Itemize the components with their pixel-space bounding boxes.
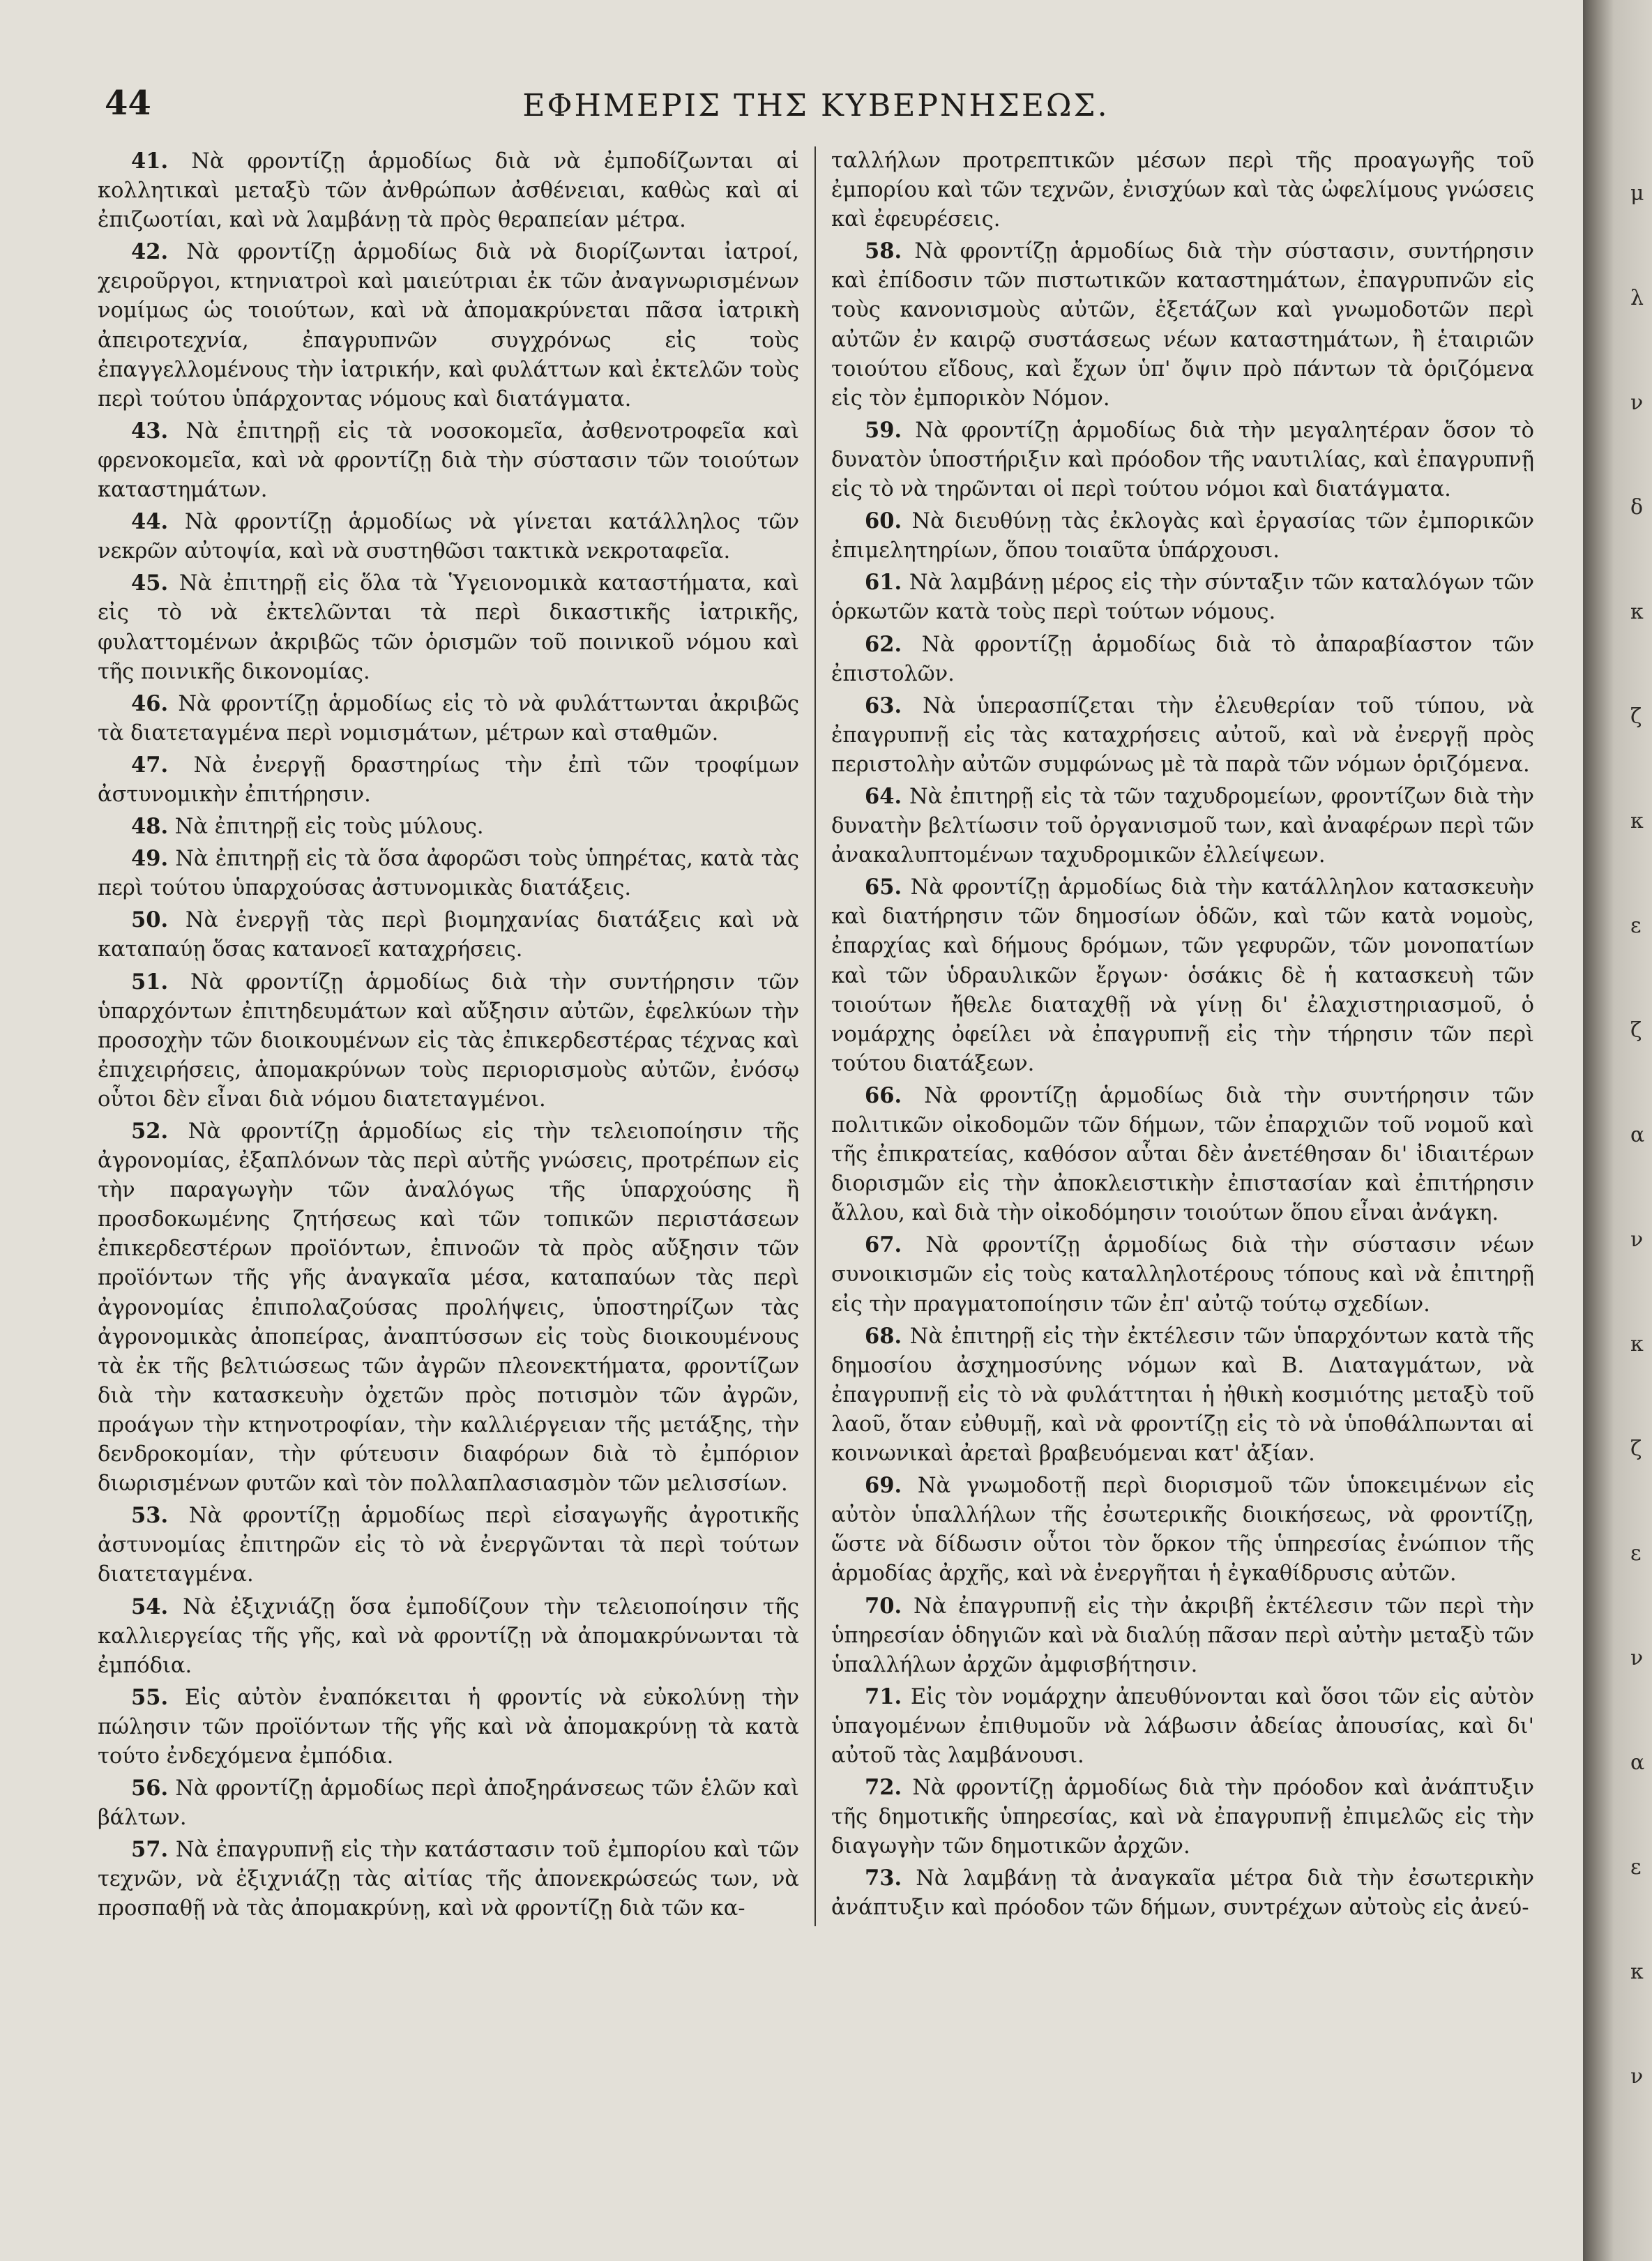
article-number: 54. — [131, 1594, 169, 1619]
article-number: 41. — [131, 149, 169, 174]
article-text: Νὰ φροντίζῃ ἁρμοδίως περὶ ἀποξηράνσεως τῶν ἑλῶν καὶ βάλτων. — [98, 1776, 799, 1831]
article-text: Νὰ ἐπιτηρῇ εἰς τὰ τῶν ταχυδρομείων, φροντίζων διὰ τὴν δυνατὴν βελτίωσιν τοῦ ὀργανισμοῦ των, καὶ ἀναφέρων περὶ τῶν ἀνακαλυπτομένων ταχυδρομικῶν ἐλλείψεων. — [831, 784, 1534, 868]
margin-fragment: ε — [1630, 914, 1642, 938]
article-paragraph — [98, 689, 799, 748]
article-paragraph — [831, 1230, 1534, 1319]
margin-fragment: ν — [1630, 2064, 1644, 2089]
article-number: 50. — [131, 907, 169, 933]
article-text: Νὰ λαμβάνῃ μέρος εἰς τὴν σύνταξιν τῶν καταλόγων τῶν ὁρκωτῶν κατὰ τοὺς περὶ τούτων νόμους. — [831, 570, 1534, 625]
margin-fragment: κ — [1630, 1960, 1644, 1984]
article-text: Νὰ ὑπερασπίζεται τὴν ἐλευθερίαν τοῦ τύπου, νὰ ἐπαγρυπνῇ εἰς τὰς καταχρήσεις αὐτοῦ, καὶ νὰ ἐνεργῇ πρὸς περιστολὴν αὐτῶν συμφώνως μὲ τὰ παρὰ τῶν νόμων ὁριζόμενα. — [831, 693, 1534, 777]
article-text: Νὰ φροντίζῃ ἁρμοδίως εἰς τὴν τελειοποίησιν τῆς ἀγρονομίας, ἐξαπλόνων τὰς περὶ αὐτῆς γνώσεις, προτρέπων εἰς τὴν παραγωγὴν τῶν ἀναλόγως τῆς ὑπαρχούσης ἢ προσδοκωμένης ζητήσεως καὶ τῶν τοπικῶν περιστάσεων ἐπικερδεστέρων προϊόντων, ἐπινοῶν τὰ πρὸς αὔξησιν τῶν προϊόντων τῆς γῆς ἀναγκαῖα μέσα, καταπαύων τὰς περὶ ἀγρονομίας ἐπιπολαζούσας προλήψεις, ὑποστηρίζων τὰς ἀγρονομικὰς ἀποπείρας, ἀναπτύσσων εἰς τοὺς διοικουμένους τὰ ἐκ τῆς βελτιώσεως τῶν ἀγρῶν πλεονεκτήματα, φροντίζων διὰ τὴν κατασκευὴν ὀχετῶν πρὸς ποτισμὸν τῶν ἀγρῶν, προάγων τὴν κτηνοτροφίαν, τὴν καλλιέργειαν τῆς μετάξης, τὴν δενδροκομίαν, τὴν φύτευσιν διαφόρων διὰ τὸ ἐμπόριον διωρισμένων φυτῶν καὶ τὸν πολλαπλασιασμὸν τῶν μελισσίων. — [98, 1119, 799, 1497]
article-paragraph — [98, 568, 799, 686]
article-number: 65. — [865, 875, 902, 900]
margin-fragment: α — [1630, 1123, 1645, 1147]
article-number: 63. — [865, 693, 902, 718]
article-number: 47. — [131, 752, 169, 778]
margin-fragment: ε — [1630, 1541, 1642, 1566]
article-text: Νὰ διευθύνῃ τὰς ἐκλογὰς καὶ ἐργασίας τῶν ἐμπορικῶν ἐπιμελητηρίων, ὅπου τοιαῦτα ὑπάρχουσι. — [831, 509, 1534, 564]
article-text: Νὰ φροντίζῃ ἁρμοδίως διὰ τὴν συντήρησιν τῶν ὑπαρχόντων ἐπιτηδευμάτων καὶ αὔξησιν αὐτῶν, ἑφελκύων τὴν προσοχὴν τῶν διοικουμένων εἰς τὰς ἐπικερδεστέρας τέχνας καὶ ἐπιχειρήσεις, ἀπομακρύνων τοὺς περιορισμοὺς αὐτῶν, ἐνόσῳ οὗτοι δὲν εἶναι διὰ νόμου διατεταγμένοι. — [98, 969, 799, 1112]
margin-fragment: ζ — [1630, 1018, 1642, 1043]
article-text: Νὰ φροντίζῃ ἁρμοδίως περὶ εἰσαγωγῆς ἀγροτικῆς ἀστυνομίας ἐπιτηρῶν εἰς τὸ νὰ ἐνεργῶνται τὰ περὶ τούτων διατεταγμένα. — [98, 1504, 799, 1587]
article-text: Νὰ φροντίζῃ ἁρμοδίως διὰ τὴν πρόοδον καὶ ἀνάπτυξιν τῆς δημοτικῆς ὑπηρεσίας, καὶ νὰ ἐπαγρυπνῇ ἐπιμελῶς εἰς τὴν διαγωγὴν τῶν δημοτικῶν ἀρχῶν. — [831, 1776, 1534, 1859]
margin-fragment: ζ — [1630, 1437, 1642, 1461]
article-text: Νὰ φροντίζῃ ἁρμοδίως διὰ τὴν σύστασιν νέων συνοικισμῶν εἰς τοὺς καταλληλοτέρους τόπους καὶ νὰ ἐπιτηρῇ εἰς τὴν πραγματοποίησιν τῶν ἐπ' αὐτῷ τούτῳ σχεδίων. — [831, 1233, 1534, 1317]
article-number: 45. — [131, 570, 169, 596]
article-paragraph — [98, 146, 799, 235]
article-paragraph — [831, 146, 1534, 234]
article-paragraph — [831, 1682, 1534, 1771]
text-columns — [98, 146, 1534, 1926]
article-number: 70. — [865, 1593, 902, 1619]
article-text: Νὰ ἐπαγρυπνῇ εἰς τὴν κατάστασιν τοῦ ἐμπορίου καὶ τῶν τεχνῶν, νὰ ἐξιχνιάζῃ τὰς αἰτίας τῆς ἀπονεκρώσεώς των, νὰ προσπαθῇ νὰ τὰς ἀπομακρύνῃ, καὶ νὰ φροντίζῃ διὰ τῶν κα- — [98, 1838, 799, 1921]
article-number: 60. — [865, 508, 902, 534]
article-paragraph — [98, 416, 799, 505]
article-number: 42. — [131, 239, 169, 265]
article-number: 68. — [865, 1323, 902, 1349]
article-number: 72. — [865, 1775, 902, 1801]
margin-fragment: κ — [1630, 600, 1644, 624]
article-text: Νὰ φροντίζῃ ἁρμοδίως διὰ τὴν κατάλληλον κατασκευὴν καὶ διατήρησιν τῶν δημοσίων ὁδῶν, καὶ τῶν κατὰ νομοὺς, ἐπαρχίας καὶ δήμους δρόμων, τῶν γεφυρῶν, τῶν μονοπατίων καὶ τῶν ὑδραυλικῶν ἔργων· ὁσάκις δὲ ἡ κατασκευὴ τῶν τοιούτων ἤθελε διαταχθῇ νὰ γίνῃ δι' ἐλαχιστηριασμοῦ, ὁ νομάρχης ὀφείλει νὰ ἐπαγρυπνῇ εἰς τὴν τήρησιν τῶν περὶ τούτου διατάξεων. — [831, 875, 1534, 1076]
article-paragraph — [831, 1591, 1534, 1680]
article-number: 62. — [865, 631, 902, 657]
article-number: 56. — [131, 1776, 169, 1801]
margin-fragment: α — [1630, 1750, 1645, 1775]
article-paragraph — [831, 568, 1534, 627]
article-text: Νὰ ἐπιτηρῇ εἰς τὴν ἐκτέλεσιν τῶν ὑπαρχόντων κατὰ τῆς δημοσίου ἀσχημοσύνης νόμων καὶ Β. Διαταγμάτων, νὰ ἐπαγρυπνῇ εἰς τὸ νὰ φυλάττηται ἡ ἠθικὴ κοσμιότης μεταξὺ τοῦ λαοῦ, ὅταν εὐθυμῇ, καὶ νὰ φροντίζῃ εἰς τὸ νὰ ὑποθάλπωνται αἱ κοινωνικαὶ ἀρεταὶ βραβευόμεναι κατ' ἀξίαν. — [831, 1324, 1534, 1467]
article-paragraph — [831, 506, 1534, 566]
article-paragraph — [98, 905, 799, 965]
article-paragraph — [98, 812, 799, 842]
article-text: Νὰ ἐνεργῇ δραστηρίως τὴν ἐπὶ τῶν τροφίμων ἀστυνομικὴν ἐπιτήρησιν. — [98, 753, 799, 807]
left-column — [98, 146, 816, 1926]
article-text: Νὰ ἐπιτηρῇ εἰς ὅλα τὰ Ὑγειονομικὰ καταστήματα, καὶ εἰς τὸ νὰ ἐκτελῶνται τὰ περὶ δικαστικῆς ἰατρικῆς, φυλαττομένων ἀκριβῶς τῶν ὁρισμῶν τοῦ ποινικοῦ νόμου καὶ τῆς ποινικῆς δικονομίας. — [98, 571, 800, 684]
article-paragraph — [831, 1863, 1534, 1923]
article-number: 49. — [131, 846, 169, 872]
article-number: 71. — [865, 1684, 902, 1709]
page-number: 44 — [105, 84, 151, 123]
article-paragraph — [831, 630, 1534, 689]
article-paragraph — [831, 1322, 1534, 1469]
margin-fragment: ν — [1630, 391, 1644, 415]
article-paragraph — [831, 1081, 1534, 1228]
margin-fragment: κ — [1630, 1332, 1644, 1356]
article-number: 44. — [131, 509, 169, 535]
article-paragraph — [98, 1501, 799, 1589]
article-number: 55. — [131, 1684, 169, 1710]
article-paragraph — [98, 844, 799, 903]
article-number: 53. — [131, 1503, 169, 1529]
margin-fragment: ε — [1630, 1855, 1642, 1880]
article-paragraph — [831, 872, 1534, 1079]
article-number: 48. — [131, 814, 169, 840]
article-paragraph — [831, 782, 1534, 870]
article-number: 69. — [865, 1473, 902, 1499]
article-number: 51. — [131, 969, 169, 995]
article-number: 73. — [865, 1866, 902, 1891]
margin-fragment: λ — [1630, 286, 1644, 310]
article-text: Νὰ ἐνεργῇ τὰς περὶ βιομηχανίας διατάξεις καὶ νὰ καταπαύῃ ὅσας κατανοεῖ καταχρήσεις. — [98, 908, 799, 962]
article-text: Νὰ φροντίζῃ ἁρμοδίως διὰ τὸ ἀπαραβίαστον τῶν ἐπιστολῶν. — [831, 632, 1534, 686]
page-header — [98, 84, 1534, 146]
article-paragraph — [831, 1471, 1534, 1589]
article-text: Νὰ φροντίζῃ ἁρμοδίως διὰ νὰ διορίζωνται ἰατροί, χειροῦργοι, κτηνιατροὶ καὶ μαιεύτριαι ἐκ τῶν ἀναγνωρισμένων νομίμως ὡς τοιούτων, καὶ νὰ ἀπομακρύνεται πᾶσα ἰατρικὴ ἀπειροτεχνία, ἐπαγρυπνῶν συγχρόνως εἰς τοὺς ἐπαγγελλομένους τὴν ἰατρικήν, καὶ φυλάττων καὶ ἐκτελῶν τοὺς περὶ τούτου ὑπάρχοντας νόμους καὶ διατάγματα. — [98, 240, 799, 411]
margin-fragment: κ — [1630, 809, 1644, 833]
margin-fragment: ν — [1630, 1646, 1644, 1670]
article-number: 61. — [865, 570, 902, 596]
article-text: Νὰ ἐπαγρυπνῇ εἰς τὴν ἀκριβῆ ἐκτέλεσιν τῶν περὶ τὴν ὑπηρεσίαν ὁδηγιῶν καὶ νὰ διαλύῃ πᾶσαν περὶ αὐτὴν μεταξὺ τῶν ὑπαλλήλων ἀρχῶν ἀμφισβήτησιν. — [831, 1594, 1534, 1677]
article-paragraph — [98, 237, 799, 414]
article-paragraph — [98, 1683, 799, 1771]
article-number: 43. — [131, 418, 169, 444]
article-paragraph — [98, 1117, 799, 1499]
article-number: 66. — [865, 1082, 902, 1108]
facing-page-fragments — [1625, 0, 1652, 2261]
article-number: 52. — [131, 1119, 169, 1144]
right-column — [816, 146, 1534, 1926]
article-paragraph — [98, 967, 799, 1114]
article-text: ταλλήλων προτρεπτικῶν μέσων περὶ τῆς προαγωγῆς τοῦ ἐμπορίου καὶ τῶν τεχνῶν, ἐνισχύων καὶ τὰς ὠφελίμους γνώσεις καὶ ἐφευρέσεις. — [831, 149, 1534, 232]
margin-fragment: δ — [1630, 495, 1644, 520]
article-number: 46. — [131, 690, 169, 716]
article-text: Νὰ ἐπιτηρῇ εἰς τὰ νοσοκομεῖα, ἀσθενοτροφεῖα καὶ φρενοκομεῖα, καὶ νὰ φροντίζῃ διὰ τὴν σύστασιν τῶν τοιούτων καταστημάτων. — [98, 418, 799, 503]
article-text: Νὰ φροντίζῃ ἁρμοδίως εἰς τὸ νὰ φυλάττωνται ἀκριβῶς τὰ διατεταγμένα περὶ νομισμάτων, μέτρων καὶ σταθμῶν. — [98, 691, 799, 746]
article-paragraph — [98, 1835, 799, 1923]
article-number: 58. — [865, 239, 902, 264]
journal-title: ΕΦΗΜΕΡΙΣ ΤΗΣ ΚΥΒΕΡΝΗΣΕΩΣ. — [522, 88, 1109, 123]
article-text: Νὰ φροντίζῃ ἁρμοδίως διὰ τὴν μεγαλητέραν ὅσον τὸ δυνατὸν ὑποστήριξιν καὶ πρόοδον τῆς ναυτιλίας, καὶ ἐπαγρυπνῇ εἰς τὸ νὰ τηρῶνται οἱ περὶ τούτου νόμοι καὶ διατάγματα. — [831, 418, 1534, 502]
margin-fragment: ν — [1630, 1227, 1644, 1252]
article-paragraph — [831, 416, 1534, 504]
article-text: Νὰ φροντίζῃ ἁρμοδίως νὰ γίνεται κατάλληλος τῶν νεκρῶν αὐτοψία, καὶ νὰ συστηθῶσι τακτικὰ νεκροταφεῖα. — [98, 510, 799, 564]
article-text: Νὰ φροντίζῃ ἁρμοδίως διὰ τὴν συντήρησιν τῶν πολιτικῶν οἰκοδομῶν τῶν δήμων, τῶν ἐπαρχιῶν τοῦ νομοῦ καὶ τῆς ἐπικρατείας, καθόσον αὗται δὲν ἀνετέθησαν δι' ἰδιαιτέρων διορισμῶν εἰς τὴν ἀποκλειστικὴν ἐπιστασίαν καὶ ἐπιτήρησιν ἄλλου, καὶ διὰ τὴν οἰκοδόμησιν τοιούτων ὅπου εἶναι ἀνάγκη. — [831, 1083, 1534, 1226]
article-number: 64. — [865, 783, 902, 809]
article-text: Νὰ γνωμοδοτῇ περὶ διορισμοῦ τῶν ὑποκειμένων εἰς αὐτὸν ὑπαλλήλων τῆς ἐσωτερικῆς διοικήσεως, νὰ φροντίζῃ, ὥστε νὰ δίδωσιν οὗτοι τὸν ὅρκον τῆς ὑπηρεσίας ἐνώπιον τῆς ἁρμοδίας ἀρχῆς, καὶ νὰ ἐνεργῆται ἡ ἐγκαθίδρυσις αὐτῶν. — [831, 1474, 1534, 1587]
article-number: 57. — [131, 1837, 169, 1863]
article-paragraph — [98, 750, 799, 810]
article-text: Εἰς αὐτὸν ἐναπόκειται ἡ φροντίς νὰ εὐκολύνῃ τὴν πώλησιν τῶν προϊόντων τῆς γῆς καὶ νὰ ἀπομακρύνῃ τὰ κατὰ τούτο ἐνδεχόμενα ἐμπόδια. — [98, 1685, 800, 1769]
article-number: 67. — [865, 1232, 902, 1258]
margin-fragment: μ — [1630, 181, 1644, 206]
article-paragraph — [831, 1773, 1534, 1861]
article-text: Νὰ ἐπιτηρῇ εἰς τὰ ὅσα ἀφορῶσι τοὺς ὑπηρέτας, κατὰ τὰς περὶ τούτου ὑπαρχούσας ἀστυνομικὰς διατάξεις. — [98, 847, 799, 901]
article-paragraph — [831, 236, 1534, 414]
article-text: Νὰ ἐπιτηρῇ εἰς τοὺς μύλους. — [174, 815, 484, 840]
article-paragraph — [98, 1592, 799, 1681]
article-paragraph — [831, 691, 1534, 780]
article-paragraph — [98, 1774, 799, 1833]
article-number: 59. — [865, 417, 902, 443]
article-paragraph — [98, 507, 799, 566]
article-text: Νὰ λαμβάνῃ τὰ ἀναγκαῖα μέτρα διὰ τὴν ἐσωτερικὴν ἀνάπτυξιν καὶ πρόοδον τῶν δήμων, συντρέχων αὐτοὺς εἰς ἀνεύ- — [831, 1866, 1534, 1921]
article-text: Νὰ φροντίζῃ ἁρμοδίως διὰ τὴν σύστασιν, συντήρησιν καὶ ἐπίδοσιν τῶν πιστωτικῶν καταστημάτων, ἐπαγρυπνῶν εἰς τοὺς κανονισμοὺς αὐτῶν, ἐξετάζων καὶ γνωμοδοτῶν περὶ αὐτῶν ἐν καιρῷ συστάσεως νέων καταστημάτων, ἢ ἑταιριῶν τοιούτου εἴδους, καὶ ἔχων ὑπ' ὄψιν πρὸ πάντων τὰ ὁριζόμενα εἰς τὸν ἐμπορικὸν Νόμον. — [831, 239, 1534, 411]
margin-fragment: ζ — [1630, 704, 1642, 729]
article-text: Νὰ ἐξιχνιάζῃ ὅσα ἐμποδίζουν τὴν τελειοποίησιν τῆς καλλιεργείας τῆς γῆς, καὶ νὰ φροντίζῃ νὰ ἀπομακρύνωνται τὰ ἐμπόδια. — [98, 1594, 800, 1678]
article-text: Εἰς τὸν νομάρχην ἀπευθύνονται καὶ ὅσοι τῶν εἰς αὐτὸν ὑπαγομένων ἐπιθυμοῦν νὰ λάβωσιν ἀδείας ἀπουσίας, καὶ δι' αὐτοῦ τὰς λαμβάνουσι. — [831, 1684, 1534, 1768]
article-text: Νὰ φροντίζῃ ἁρμοδίως διὰ νὰ ἐμποδίζωνται αἱ κολλητικαὶ μεταξὺ τῶν ἀνθρώπων ἀσθένειαι, καθὼς καὶ αἱ ἐπιζωοτίαι, καὶ νὰ λαμβάνῃ τὰ πρὸς θεραπείαν μέτρα. — [98, 149, 799, 233]
